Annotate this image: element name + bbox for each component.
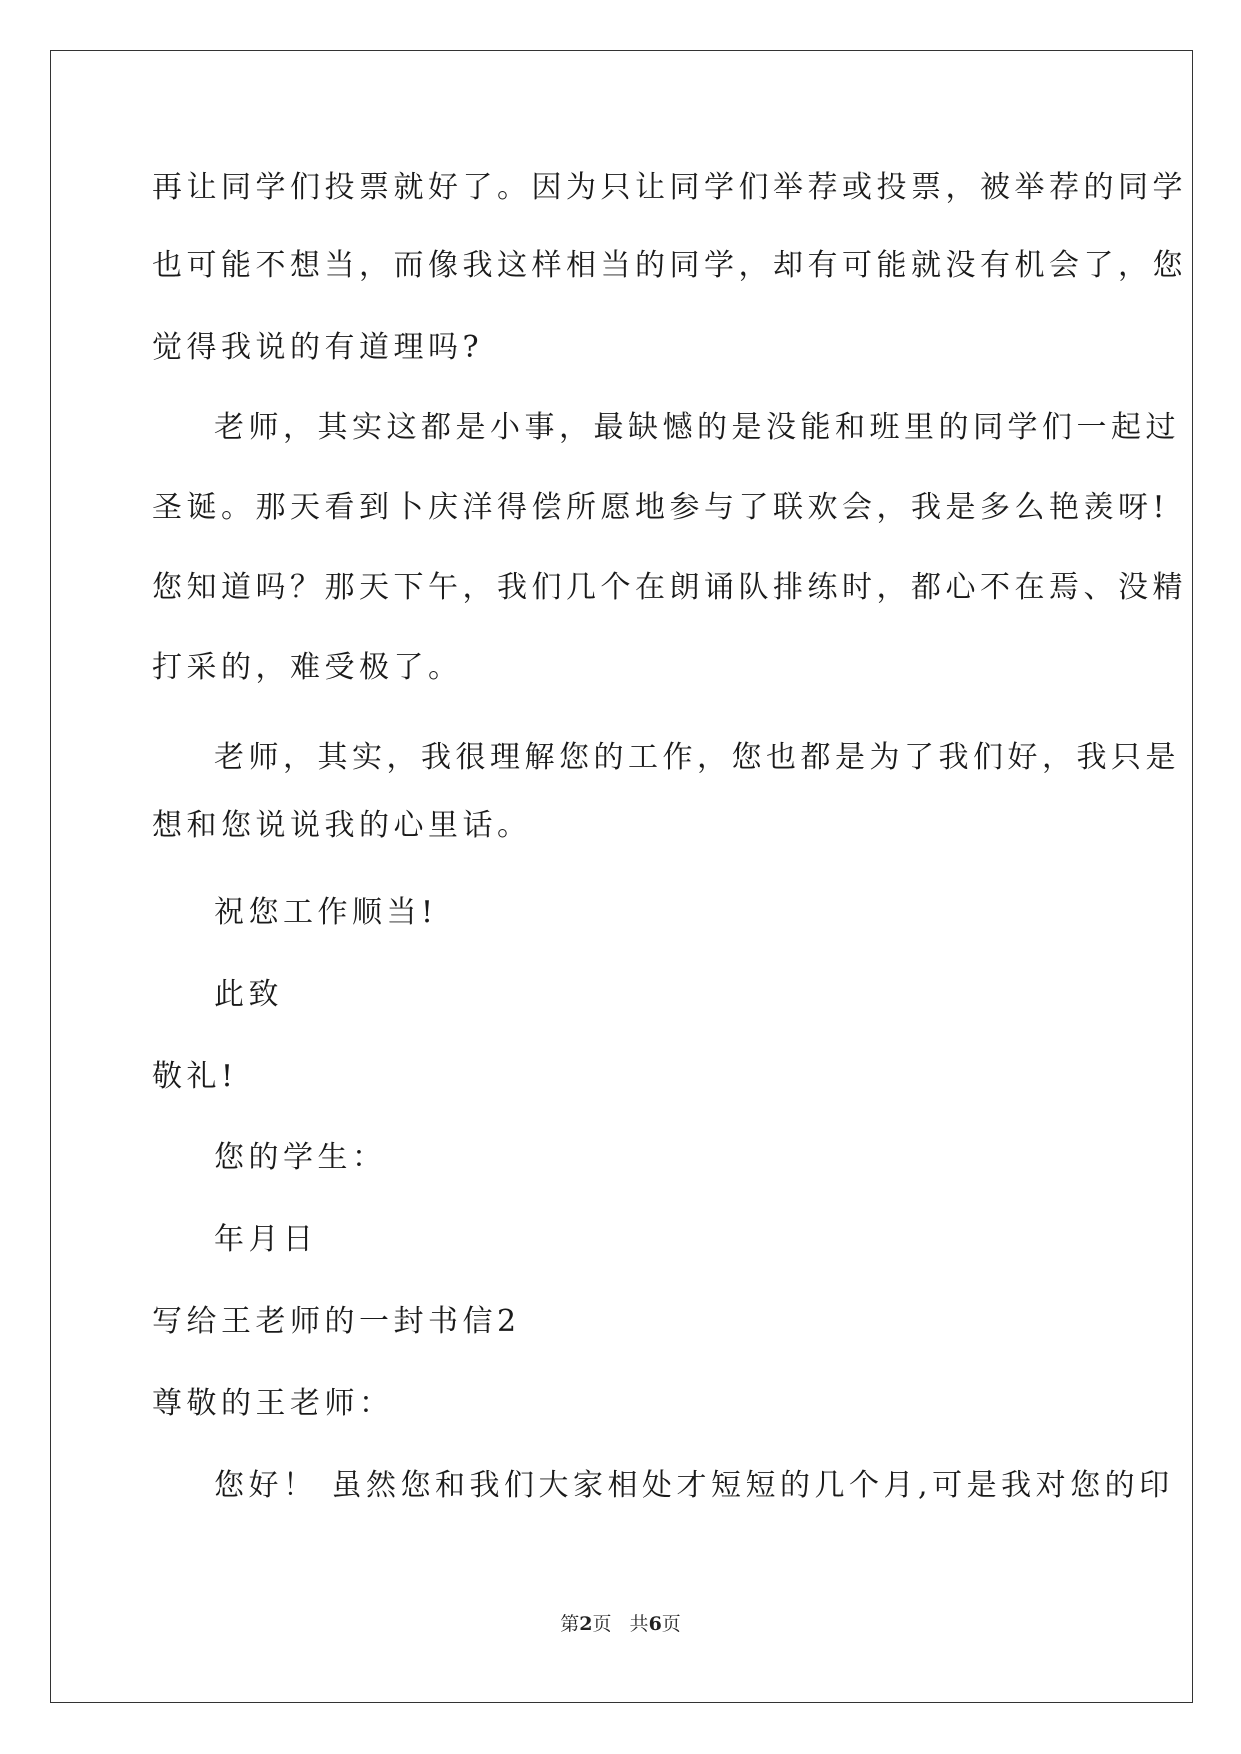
body-line-8: 老师，其实，我很理解您的工作，您也都是为了我们好，我只是 xyxy=(214,740,1180,775)
signature-student: 您的学生： xyxy=(214,1140,387,1175)
page-border xyxy=(50,50,1193,1703)
body-line-1: 再让同学们投票就好了。因为只让同学们举荐或投票，被举荐的同学 xyxy=(152,170,1187,205)
footer-suffix: 页 xyxy=(661,1613,681,1635)
footer-current-page: 2 xyxy=(579,1613,593,1635)
closing-wish: 祝您工作顺当! xyxy=(214,895,438,930)
body-line-4: 老师，其实这都是小事，最缺憾的是没能和班里的同学们一起过 xyxy=(214,410,1180,445)
signature-date: 年月日 xyxy=(214,1222,318,1257)
body-line-9: 想和您说说我的心里话。 xyxy=(152,808,532,843)
body-line-5: 圣诞。那天看到卜庆洋得偿所愿地参与了联欢会，我是多么艳羡呀! xyxy=(152,490,1170,525)
body-line-7: 打采的，难受极了。 xyxy=(152,650,463,685)
footer-total-pages: 6 xyxy=(648,1613,662,1635)
body-line-final: 您好！ 虽然您和我们大家相处才短短的几个月,可是我对您的印 xyxy=(214,1468,1174,1503)
footer-prefix: 第 xyxy=(560,1613,580,1635)
section-title: 写给王老师的一封书信2 xyxy=(152,1304,521,1339)
footer-middle: 页 共 xyxy=(592,1613,649,1635)
body-line-6: 您知道吗？那天下午，我们几个在朗诵队排练时，都心不在焉、没精 xyxy=(152,570,1187,605)
closing-cizhi: 此致 xyxy=(214,977,283,1012)
salutation: 尊敬的王老师： xyxy=(152,1386,394,1421)
closing-jingli: 敬礼! xyxy=(152,1059,238,1094)
body-line-2: 也可能不想当，而像我这样相当的同学，却有可能就没有机会了，您 xyxy=(152,248,1187,283)
body-line-3: 觉得我说的有道理吗? xyxy=(152,330,484,365)
page-footer xyxy=(0,1612,1241,1636)
